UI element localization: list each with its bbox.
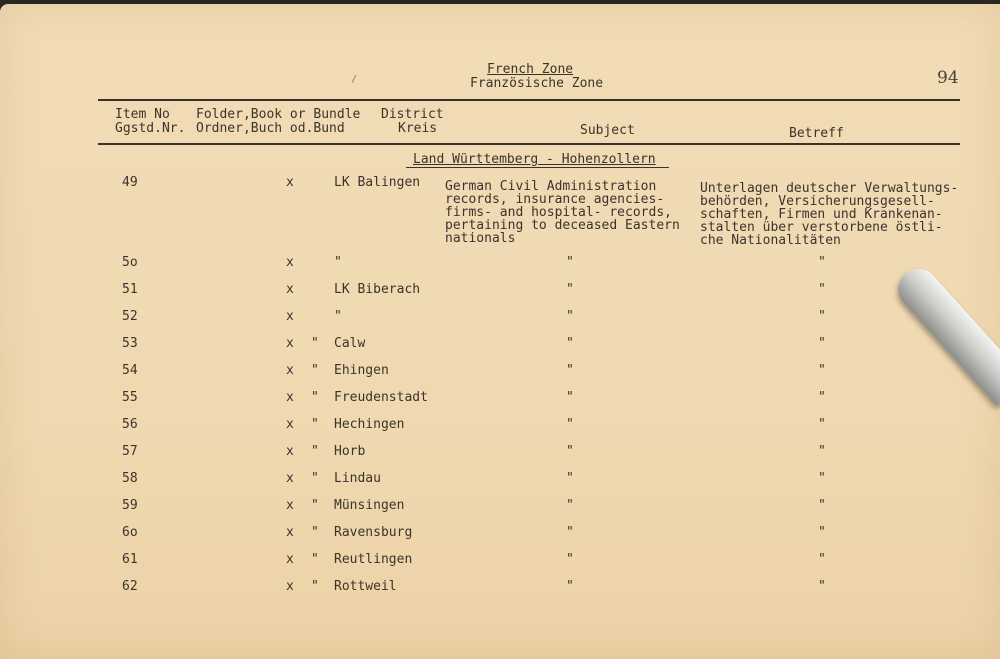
subject-text: "	[566, 471, 574, 486]
item-number: 6o	[122, 525, 138, 540]
district-name: "	[334, 255, 342, 270]
district-name: Horb	[334, 444, 366, 459]
ditto-mark: "	[311, 579, 319, 594]
col-item-de: Ggstd.Nr.	[115, 121, 186, 136]
pencil-mark: /	[351, 74, 358, 85]
district-name: Ravensburg	[334, 525, 413, 540]
ditto-mark: "	[311, 552, 319, 567]
ditto-mark: "	[311, 444, 319, 459]
header-rule-bottom	[98, 143, 960, 145]
district-name: "	[334, 309, 342, 324]
ditto-mark: "	[311, 498, 319, 513]
district-name: Calw	[334, 336, 366, 351]
betreff-text: "	[818, 579, 826, 594]
betreff-text: "	[818, 417, 826, 432]
item-number: 53	[122, 336, 138, 351]
item-number: 62	[122, 579, 138, 594]
col-folder-de: Ordner,Buch od.Bund	[196, 121, 345, 136]
district-name: Ehingen	[334, 363, 389, 378]
item-number: 55	[122, 390, 138, 405]
folder-mark: x	[286, 282, 294, 297]
document-page	[0, 4, 1000, 659]
tweezer-tip	[890, 261, 1000, 407]
betreff-text: "	[818, 282, 826, 297]
subject-text: "	[566, 444, 574, 459]
item-number: 61	[122, 552, 138, 567]
subject-text: "	[566, 498, 574, 513]
district-name: LK Balingen	[334, 175, 421, 190]
betreff-text: "	[818, 471, 826, 486]
ditto-mark: "	[311, 417, 319, 432]
col-district-de: Kreis	[398, 121, 438, 136]
betreff-text: "	[818, 336, 826, 351]
folder-mark: x	[286, 175, 294, 190]
subject-text: "	[566, 417, 574, 432]
subject-text: "	[566, 390, 574, 405]
subject-text: "	[566, 255, 574, 270]
betreff-text: "	[818, 255, 826, 270]
betreff-text: "	[818, 390, 826, 405]
betreff-text: "	[818, 363, 826, 378]
district-name: Hechingen	[334, 417, 405, 432]
ditto-mark: "	[311, 471, 319, 486]
folder-mark: x	[286, 498, 294, 513]
ditto-mark: "	[311, 336, 319, 351]
district-name: Münsingen	[334, 498, 405, 513]
betreff-text: "	[818, 444, 826, 459]
subject-text: "	[566, 282, 574, 297]
item-number: 54	[122, 363, 138, 378]
subject-text: "	[566, 552, 574, 567]
item-number: 52	[122, 309, 138, 324]
district-name: Freudenstadt	[334, 390, 428, 405]
col-folder-en: Folder,Book or Bundle	[196, 107, 361, 122]
folder-mark: x	[286, 525, 294, 540]
folder-mark: x	[286, 255, 294, 270]
district-name: Reutlingen	[334, 552, 413, 567]
subject-text: "	[566, 579, 574, 594]
item-number: 59	[122, 498, 138, 513]
item-number: 49	[122, 175, 138, 190]
folder-mark: x	[286, 417, 294, 432]
folder-mark: x	[286, 363, 294, 378]
section-title: Land Württemberg - Hohenzollern	[413, 152, 656, 167]
betreff-text: "	[818, 309, 826, 324]
ditto-mark: "	[311, 363, 319, 378]
zone-title-de: Französische Zone	[470, 76, 604, 91]
district-name: LK Biberach	[334, 282, 421, 297]
subject-text: "	[566, 525, 574, 540]
district-name: Lindau	[334, 471, 381, 486]
header-rule-top	[98, 99, 960, 101]
subject-text: "	[566, 309, 574, 324]
item-number: 57	[122, 444, 138, 459]
folder-mark: x	[286, 309, 294, 324]
folder-mark: x	[286, 336, 294, 351]
page-number: 94	[937, 68, 959, 88]
betreff-text: "	[818, 498, 826, 513]
col-subject: Subject	[580, 123, 635, 138]
ditto-mark: "	[311, 525, 319, 540]
district-name: Rottweil	[334, 579, 397, 594]
ditto-mark: "	[311, 390, 319, 405]
subject-text: German Civil Administration records, insurance agencies- firms- and hospital- records, pertaining to deceased Eastern nationals	[445, 179, 680, 246]
subject-text: "	[566, 336, 574, 351]
zone-title-en: French Zone	[487, 62, 574, 77]
folder-mark: x	[286, 471, 294, 486]
col-item-en: Item No	[115, 107, 170, 122]
folder-mark: x	[286, 552, 294, 567]
item-number: 58	[122, 471, 138, 486]
folder-mark: x	[286, 444, 294, 459]
col-betreff: Betreff	[789, 126, 844, 141]
item-number: 5o	[122, 255, 138, 270]
col-district-en: District	[381, 107, 444, 122]
betreff-text: "	[818, 525, 826, 540]
folder-mark: x	[286, 390, 294, 405]
folder-mark: x	[286, 579, 294, 594]
item-number: 56	[122, 417, 138, 432]
section-title-underline	[406, 167, 669, 168]
subject-text: "	[566, 363, 574, 378]
item-number: 51	[122, 282, 138, 297]
betreff-text: Unterlagen deutscher Verwaltungs- behörden, Versicherungsgesell- schaften, Firmen und Krankenan- stalten über verstorbene östli- che Nationalitäten	[700, 181, 959, 248]
betreff-text: "	[818, 552, 826, 567]
